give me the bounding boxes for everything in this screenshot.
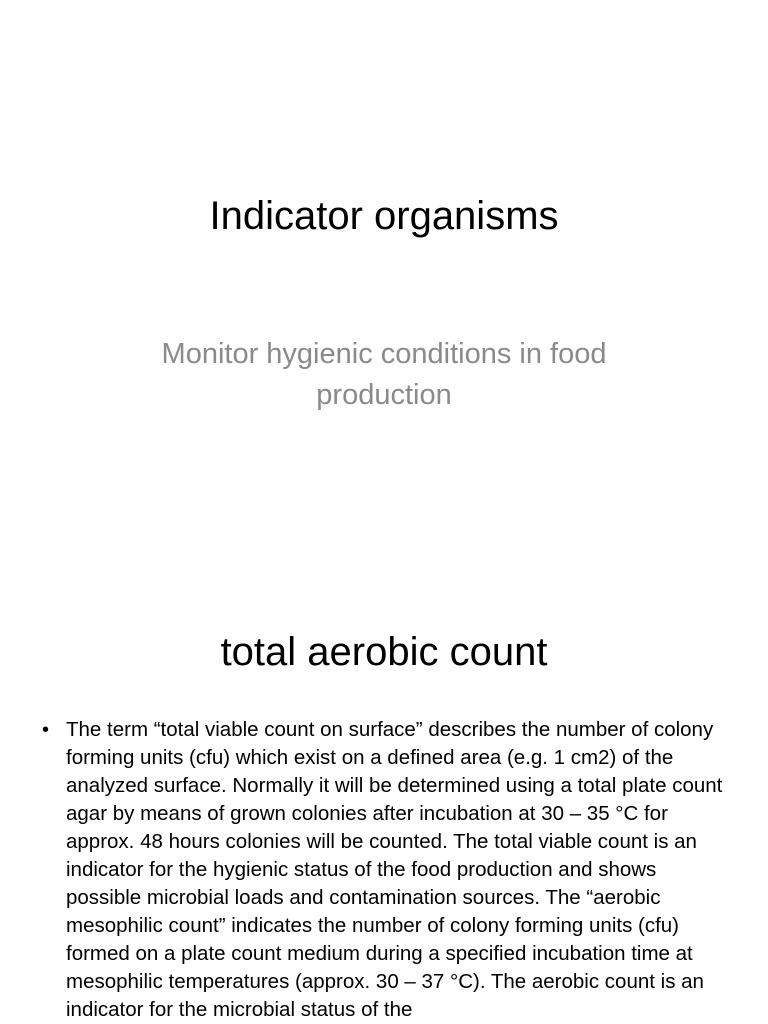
slide-total-aerobic-count (0, 590, 768, 1024)
subtitle-line-2: production (316, 379, 452, 411)
subtitle-line-1: Monitor hygienic conditions in food (161, 338, 607, 370)
bullet-text: The term “total viable count on surface” describes the number of colony forming units (cfu) which exist on a defined area (e.g. 1 cm2) of the analyzed surface. Normally it will be determined using a total plate count agar by means of grown colonies after incubation at 30 – 35 °C for approx. 48 hours colonies will be counted. The total viable count is an indicator for the hygienic status of the food production and shows possible microbial loads and contamination sources. The “aerobic mesophilic count” indicates the number of colony forming units (cfu) formed on a plate count medium during a specified incubation time at mesophilic temperatures (approx. 30 – 37 °C). The aerobic count is an indicator for the microbial status of the (66, 718, 723, 1021)
slide-title: total aerobic count (220, 630, 548, 674)
bullet-marker: • (42, 719, 50, 741)
slide-title: Indicator organisms (209, 194, 559, 238)
slide-subtitle (80, 334, 688, 416)
bullet-list (40, 716, 730, 1024)
bullet-item (40, 716, 730, 1024)
